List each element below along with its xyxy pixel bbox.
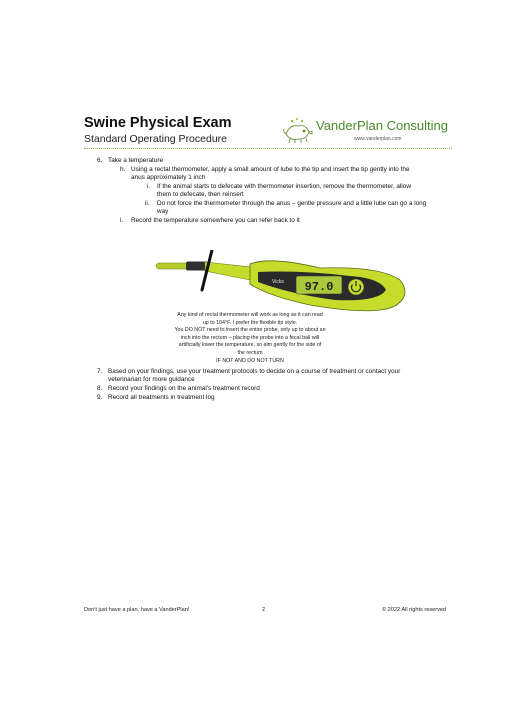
footer-copyright: © 2022 All rights reserved [382, 607, 447, 613]
list-item-num: 8. [97, 385, 103, 392]
logo-url: www.vanderplan.com [354, 136, 402, 142]
list-item-cont: anus approximately 1 inch [131, 174, 206, 181]
list-item-cont: veterinarian for more guidance [108, 376, 195, 383]
list-item-cont: them to defecate, then reinsert [157, 191, 244, 198]
pig-icon [282, 116, 314, 146]
list-item-num: 6. [97, 157, 103, 164]
list-item-num: i. [147, 183, 151, 190]
list-item-num: 7. [97, 368, 103, 375]
footer-tagline: Don't just have a plan, have a VanderPlan! [84, 607, 190, 613]
caption-line: up to 104°F. I prefer the flexible tip style. [202, 319, 298, 326]
list-item: Do not force the thermometer through the anus – gentle pressure and a little lube can go a long [157, 200, 427, 207]
caption-line: You DO NOT need to insert the entire probe, only up to about an [174, 327, 326, 334]
company-logo [282, 114, 452, 148]
header-divider [84, 148, 452, 149]
list-item-num: ii. [145, 200, 150, 207]
caption-line: Any kind of rectal thermometer will work as long as it can read [177, 312, 323, 318]
list-item: Record your findings on the animal's treatment record [108, 385, 260, 392]
caption-line: IF NOT AND DO NOT TURN [216, 357, 284, 364]
list-item: Based on your findings, use your treatment protocols to decide on a course of treatment or contact your [108, 368, 401, 375]
thermometer-image [150, 250, 412, 316]
thermometer-caption [160, 312, 340, 365]
page-subtitle: Standard Operating Procedure [84, 133, 228, 145]
page-number: 2 [262, 607, 266, 613]
list-item-num: i. [120, 217, 124, 224]
list-item-num: h. [120, 166, 126, 173]
logo-name: VanderPlan Consulting [316, 118, 449, 133]
caption-line: the rectum [237, 349, 263, 356]
caption-line: inch into the rectum – placing the probe into a fecal ball will [180, 334, 320, 341]
list-item-num: 9. [97, 394, 103, 401]
caption-line: artificially lower the temperature, so aim gently for the side of [178, 342, 322, 349]
page-title: Swine Physical Exam [84, 115, 232, 131]
thermometer-brand: Vicks [272, 279, 284, 285]
list-item-cont: way [157, 208, 169, 215]
list-item: Record the temperature somewhere you can refer back to it [131, 217, 300, 224]
thermometer-reading: 97.0 [304, 280, 334, 294]
list-item: Record all treatments in treatment log [108, 394, 215, 401]
list-item: Take a temperature [108, 157, 164, 164]
list-item: Using a rectal thermometer, apply a small amount of lube to the tip and insert the tip gently into the [131, 166, 410, 173]
list-item: If the animal starts to defecate with thermometer insertion, remove the thermometer, allow [157, 183, 411, 190]
